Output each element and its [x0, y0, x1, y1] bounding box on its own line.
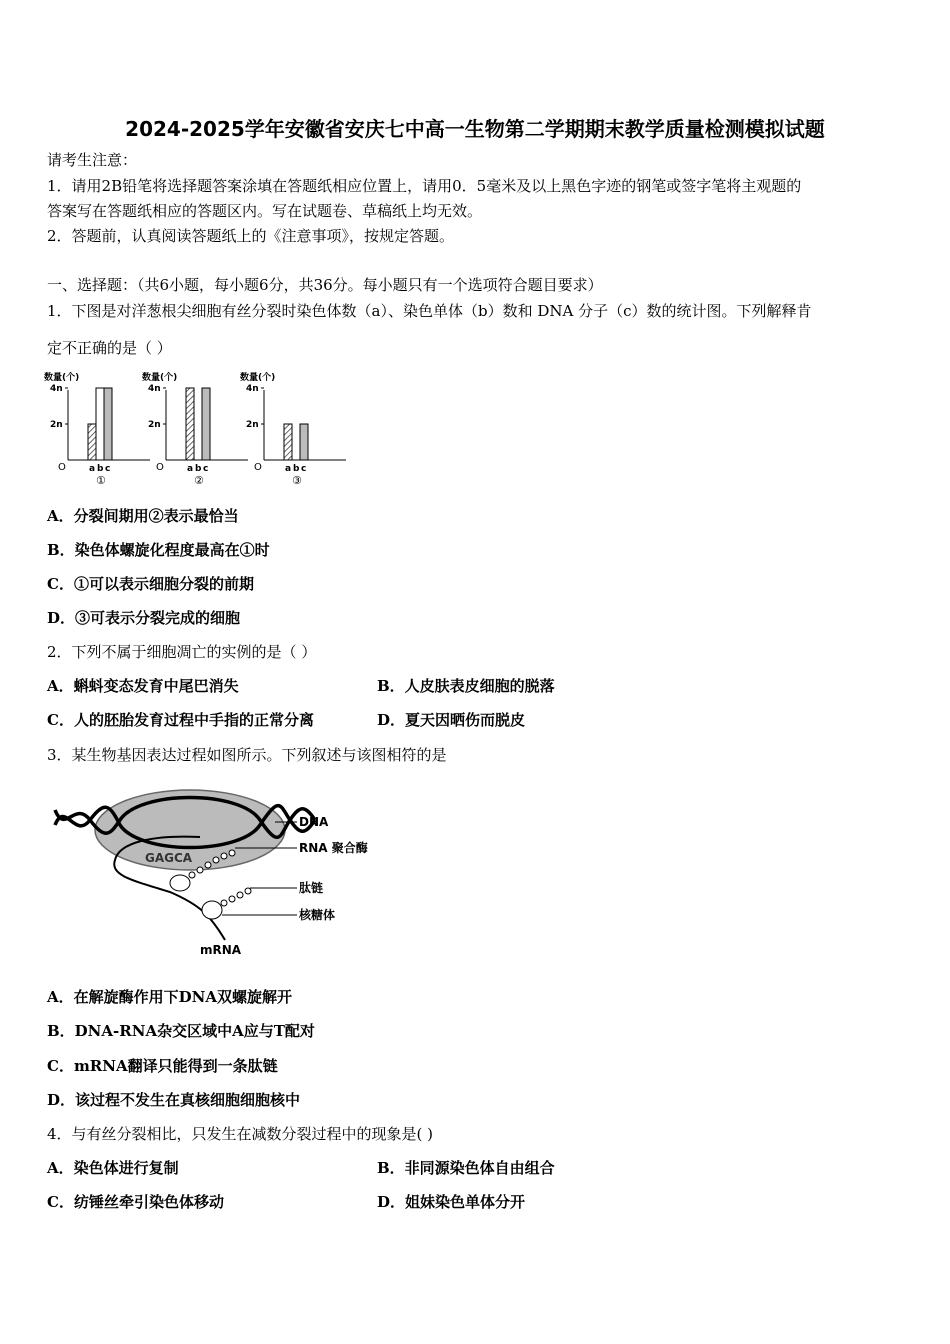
y-tick-label: 4n: [246, 384, 259, 394]
bar-chart-3: [240, 371, 346, 487]
notice-heading: 请考生注意：: [47, 151, 138, 169]
section-heading: 一、选择题：（共6小题，每小题6分，共36分。每小题只有一个选项符合题目要求）: [47, 276, 603, 294]
x-tick-label: c: [301, 464, 307, 474]
y-tick-label: 4n: [50, 384, 63, 394]
q1-option-a[interactable]: A．分裂间期用②表示最恰当: [47, 507, 239, 525]
dna-label: DNA: [299, 815, 329, 829]
x-tick-label: b: [195, 464, 202, 474]
q1-option-d[interactable]: D．③可表示分裂完成的细胞: [47, 609, 241, 627]
q4-option-c[interactable]: C．纺锤丝牵引染色体移动: [47, 1193, 224, 1211]
x-tick-label: c: [203, 464, 209, 474]
q1-option-c[interactable]: C．①可以表示细胞分裂的前期: [47, 575, 254, 593]
x-tick-label: a: [285, 464, 292, 474]
y-tick-label: 4n: [148, 384, 161, 394]
q3-stem: 3．某生物基因表达过程如图所示。下列叙述与该图相符的是: [47, 746, 447, 764]
y-tick-label: 2n: [50, 420, 63, 430]
rna-polymerase-label: RNA 聚合酶: [299, 841, 368, 855]
bar-c: [202, 388, 210, 460]
peptide-label: 肽链: [299, 881, 324, 895]
bar-c: [104, 388, 112, 460]
bar-b: [96, 388, 104, 460]
y-axis-label: 数量(个): [142, 373, 178, 383]
q4-option-a[interactable]: A．染色体进行复制: [47, 1159, 179, 1177]
x-tick-label: a: [89, 464, 96, 474]
q2-option-c[interactable]: C．人的胚胎发育过程中手指的正常分离: [47, 711, 314, 729]
bar-a: [284, 424, 292, 460]
q2-stem: 2．下列不属于细胞凋亡的实例的是（ ）: [47, 643, 317, 661]
q3-option-b[interactable]: B．DNA-RNA杂交区域中A应与T配对: [47, 1022, 315, 1040]
q3-option-c[interactable]: C．mRNA翻译只能得到一条肽链: [47, 1057, 278, 1075]
q1-stem: 1．下图是对洋葱根尖细胞有丝分裂时染色体数（a）、染色单体（b）数和 DNA 分子（c）数的统计图。下列解释肯: [47, 302, 812, 320]
chart-title: ③: [292, 474, 302, 487]
origin-label: O: [254, 462, 262, 473]
y-tick-label: 2n: [246, 420, 259, 430]
mrna-label: mRNA: [200, 943, 242, 957]
q1-stem: 定不正确的是（ ）: [47, 339, 172, 357]
chart-title: ①: [96, 474, 106, 487]
origin-label: O: [58, 462, 66, 473]
q2-option-b[interactable]: B．人皮肤表皮细胞的脱落: [377, 677, 555, 695]
bar-chart-2: [142, 371, 248, 487]
chart-title: ②: [194, 474, 204, 487]
gene-expression-diagram: [40, 780, 380, 960]
bar-a: [186, 388, 194, 460]
q4-option-d[interactable]: D．姐妹染色单体分开: [377, 1193, 526, 1211]
x-tick-label: b: [97, 464, 104, 474]
y-axis-label: 数量(个): [240, 373, 276, 383]
x-tick-label: b: [293, 464, 300, 474]
y-axis-label: 数量(个): [44, 373, 80, 383]
q3-option-d[interactable]: D．该过程不发生在真核细胞细胞核中: [47, 1091, 301, 1109]
y-tick-label: 2n: [148, 420, 161, 430]
ribosome-label: 核糖体: [299, 908, 336, 922]
q1-option-b[interactable]: B．染色体螺旋化程度最高在①时: [47, 541, 270, 559]
notice-line: 1．请用2B铅笔将选择题答案涂填在答题纸相应位置上，请用0．5毫米及以上黑色字迹的钢笔或签字笔将主观题的: [47, 177, 802, 195]
origin-label: O: [156, 462, 164, 473]
notice-line: 2．答题前，认真阅读答题纸上的《注意事项》，按规定答题。: [47, 227, 455, 245]
x-tick-label: c: [105, 464, 111, 474]
bar-a: [88, 424, 96, 460]
notice-line: 答案写在答题纸相应的答题区内。写在试题卷、草稿纸上均无效。: [47, 202, 483, 220]
q2-option-d[interactable]: D．夏天因晒伤而脱皮: [377, 711, 526, 729]
page-title: 2024-2025学年安徽省安庆七中高一生物第二学期期末教学质量检测模拟试题: [125, 117, 825, 141]
q3-option-a[interactable]: A．在解旋酶作用下DNA双螺旋解开: [47, 988, 292, 1006]
bar-c: [300, 424, 308, 460]
bar-chart-1: [44, 371, 150, 487]
q1-bar-charts: [40, 362, 360, 492]
q2-option-a[interactable]: A．蝌蚪变态发育中尾巴消失: [47, 677, 239, 695]
x-tick-label: a: [187, 464, 194, 474]
sequence-label: GAGCA: [145, 851, 193, 865]
q4-option-b[interactable]: B．非同源染色体自由组合: [377, 1159, 555, 1177]
q4-stem: 4．与有丝分裂相比，只发生在减数分裂过程中的现象是( ): [47, 1125, 434, 1143]
